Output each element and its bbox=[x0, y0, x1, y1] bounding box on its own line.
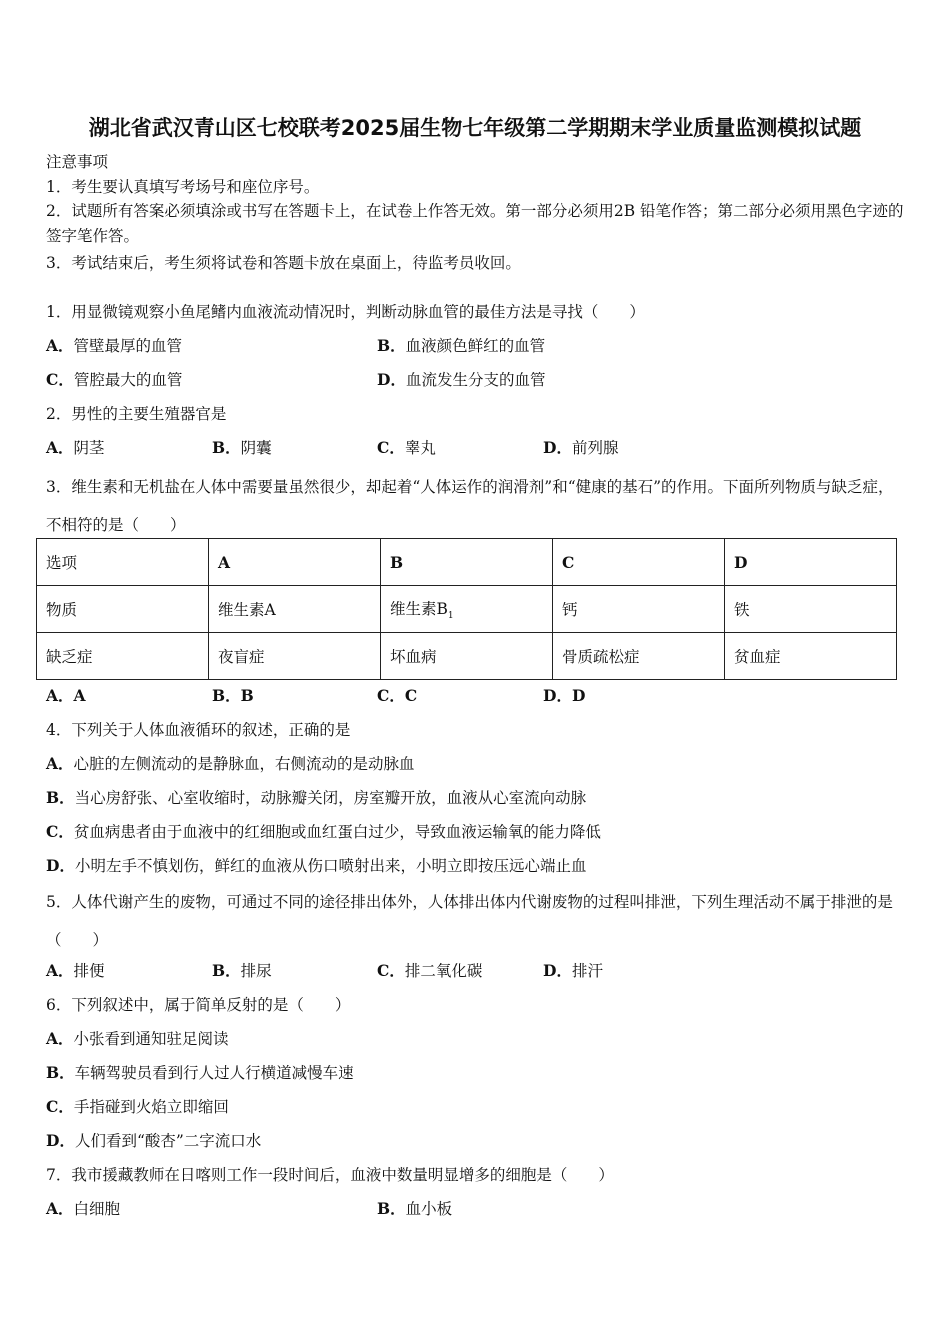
notice-item-3: 3．考试结束后，考生须将试卷和答题卡放在桌面上，待监考员收回。 bbox=[46, 254, 521, 272]
q6-option-d[interactable] bbox=[46, 1131, 261, 1151]
table-cell: 维生素A bbox=[208, 586, 380, 633]
option-label: C． bbox=[46, 1097, 74, 1116]
q6-stem: 6．下列叙述中，属于简单反射的是（ ） bbox=[46, 996, 351, 1014]
option-text: 血液颜色鲜红的血管 bbox=[405, 337, 546, 355]
q2-option-c[interactable] bbox=[377, 438, 436, 458]
option-label: D． bbox=[543, 686, 572, 705]
option-text: 管腔最大的血管 bbox=[73, 371, 183, 389]
option-text: A bbox=[73, 686, 86, 705]
option-text: 心脏的左侧流动的是静脉血，右侧流动的是动脉血 bbox=[73, 755, 415, 773]
q5-option-b[interactable] bbox=[212, 961, 272, 981]
q2-option-b[interactable] bbox=[212, 438, 272, 458]
option-text: 人们看到“酸杏”二字流口水 bbox=[74, 1132, 262, 1150]
table-cell: D bbox=[724, 539, 896, 586]
q4-option-a[interactable] bbox=[46, 754, 415, 774]
option-label: A． bbox=[46, 686, 74, 705]
option-label: D． bbox=[543, 961, 572, 980]
option-label: A． bbox=[46, 754, 74, 773]
table-cell: 钙 bbox=[552, 586, 724, 633]
q1-option-c[interactable] bbox=[46, 370, 182, 390]
table-cell: B bbox=[380, 539, 552, 586]
option-text: 阴茎 bbox=[73, 439, 105, 457]
option-label: D． bbox=[46, 1131, 75, 1150]
option-text: 排尿 bbox=[240, 962, 272, 980]
option-text: D bbox=[571, 686, 586, 705]
option-label: B． bbox=[212, 961, 241, 980]
option-text: 前列腺 bbox=[571, 439, 619, 457]
option-label: C． bbox=[377, 686, 405, 705]
q3-option-d[interactable] bbox=[543, 686, 585, 706]
q3-table bbox=[36, 538, 897, 680]
q1-option-d[interactable] bbox=[377, 370, 545, 390]
table-header-row bbox=[37, 539, 897, 586]
q3-option-c[interactable] bbox=[377, 686, 417, 706]
option-label: D． bbox=[377, 370, 406, 389]
q5-stem: 5．人体代谢产生的废物，可通过不同的途径排出体外，人体排出体内代谢废物的过程叫排泄，下列生理活动不属于排泄的是（ ） bbox=[46, 893, 893, 949]
q4-stem: 4．下列关于人体血液循环的叙述，正确的是 bbox=[46, 721, 351, 739]
notice-heading: 注意事项 bbox=[46, 153, 109, 171]
option-text: 白细胞 bbox=[73, 1200, 121, 1218]
option-text: 排汗 bbox=[571, 962, 603, 980]
q2-stem: 2．男性的主要生殖器官是 bbox=[46, 405, 227, 423]
option-label: C． bbox=[377, 438, 405, 457]
notice-item-1: 1．考生要认真填写考场号和座位序号。 bbox=[46, 178, 320, 196]
option-label: C． bbox=[46, 822, 74, 841]
option-text: 当心房舒张、心室收缩时，动脉瓣关闭，房室瓣开放，血液从心室流向动脉 bbox=[74, 789, 587, 807]
q6-option-a[interactable] bbox=[46, 1029, 229, 1049]
table-cell: C bbox=[552, 539, 724, 586]
option-text: 手指碰到火焰立即缩回 bbox=[73, 1098, 229, 1116]
q5-option-a[interactable] bbox=[46, 961, 105, 981]
table-cell: 缺乏症 bbox=[37, 633, 209, 680]
option-label: A． bbox=[46, 1029, 74, 1048]
q3-stem: 3．维生素和无机盐在人体中需要量虽然很少，却起着“人体运作的润滑剂”和“健康的基石”的作用。下面所列物质与缺乏症，不相符的是（ ） bbox=[46, 478, 894, 534]
option-text: 睾丸 bbox=[404, 439, 436, 457]
q2-option-d[interactable] bbox=[543, 438, 618, 458]
option-text: B bbox=[240, 686, 254, 705]
option-label: A． bbox=[46, 336, 74, 355]
exam-title: 湖北省武汉青山区七校联考2025届生物七年级第二学期期末学业质量监测模拟试题 bbox=[88, 116, 862, 140]
notice-item-2: 2．试题所有答案必须填涂或书写在答题卡上，在试卷上作答无效。第一部分必须用2B 铅笔作答；第二部分必须用黑色字迹的签字笔作答。 bbox=[46, 202, 904, 245]
q1-option-b[interactable] bbox=[377, 336, 545, 356]
q4-option-b[interactable] bbox=[46, 788, 586, 808]
option-label: B． bbox=[46, 788, 75, 807]
option-label: B． bbox=[377, 336, 406, 355]
q6-option-b[interactable] bbox=[46, 1063, 354, 1083]
table-row bbox=[37, 633, 897, 680]
option-label: B． bbox=[46, 1063, 75, 1082]
option-text: 小张看到通知驻足阅读 bbox=[73, 1030, 229, 1048]
option-text: 阴囊 bbox=[240, 439, 272, 457]
option-text: 排便 bbox=[73, 962, 105, 980]
q5-option-c[interactable] bbox=[377, 961, 482, 981]
q5-option-d[interactable] bbox=[543, 961, 603, 981]
option-text: 小明左手不慎划伤，鲜红的血液从伤口喷射出来，小明立即按压远心端止血 bbox=[74, 857, 587, 875]
option-label: D． bbox=[46, 856, 75, 875]
q3-option-a[interactable] bbox=[46, 686, 86, 706]
q4-option-c[interactable] bbox=[46, 822, 601, 842]
option-label: D． bbox=[543, 438, 572, 457]
table-cell: A bbox=[208, 539, 380, 586]
table-cell: 夜盲症 bbox=[208, 633, 380, 680]
option-label: A． bbox=[46, 1199, 74, 1218]
table-cell: 贫血症 bbox=[724, 633, 896, 680]
option-label: B． bbox=[377, 1199, 406, 1218]
option-label: B． bbox=[212, 438, 241, 457]
q4-option-d[interactable] bbox=[46, 856, 586, 876]
q1-stem: 1．用显微镜观察小鱼尾鳍内血液流动情况时，判断动脉血管的最佳方法是寻找（ ） bbox=[46, 303, 645, 321]
q6-option-c[interactable] bbox=[46, 1097, 229, 1117]
table-cell: 骨质疏松症 bbox=[552, 633, 724, 680]
table-cell bbox=[380, 586, 552, 633]
option-text: 贫血病患者由于血液中的红细胞或血红蛋白过少，导致血液运输氧的能力降低 bbox=[73, 823, 601, 841]
option-label: B． bbox=[212, 686, 241, 705]
table-cell: 铁 bbox=[724, 586, 896, 633]
option-text: 血流发生分支的血管 bbox=[405, 371, 546, 389]
subscript: 1 bbox=[447, 611, 454, 622]
option-text: 管壁最厚的血管 bbox=[73, 337, 183, 355]
table-cell: 坏血病 bbox=[380, 633, 552, 680]
q3-option-b[interactable] bbox=[212, 686, 254, 706]
table-cell: 物质 bbox=[37, 586, 209, 633]
option-label: A． bbox=[46, 438, 74, 457]
option-text: C bbox=[404, 686, 418, 705]
option-text: 血小板 bbox=[405, 1200, 453, 1218]
q2-option-a[interactable] bbox=[46, 438, 105, 458]
option-label: C． bbox=[46, 370, 74, 389]
option-text: 排二氧化碳 bbox=[404, 962, 483, 980]
option-label: C． bbox=[377, 961, 405, 980]
option-label: A． bbox=[46, 961, 74, 980]
option-text: 车辆驾驶员看到行人过人行横道减慢车速 bbox=[74, 1064, 354, 1082]
q7-option-b[interactable] bbox=[377, 1199, 452, 1219]
cell-text: 维生素B bbox=[389, 599, 448, 618]
table-row bbox=[37, 586, 897, 633]
q1-option-a[interactable] bbox=[46, 336, 182, 356]
q7-stem: 7．我市援藏教师在日喀则工作一段时间后，血液中数量明显增多的细胞是（ ） bbox=[46, 1166, 614, 1184]
table-cell: 选项 bbox=[37, 539, 209, 586]
q7-option-a[interactable] bbox=[46, 1199, 120, 1219]
